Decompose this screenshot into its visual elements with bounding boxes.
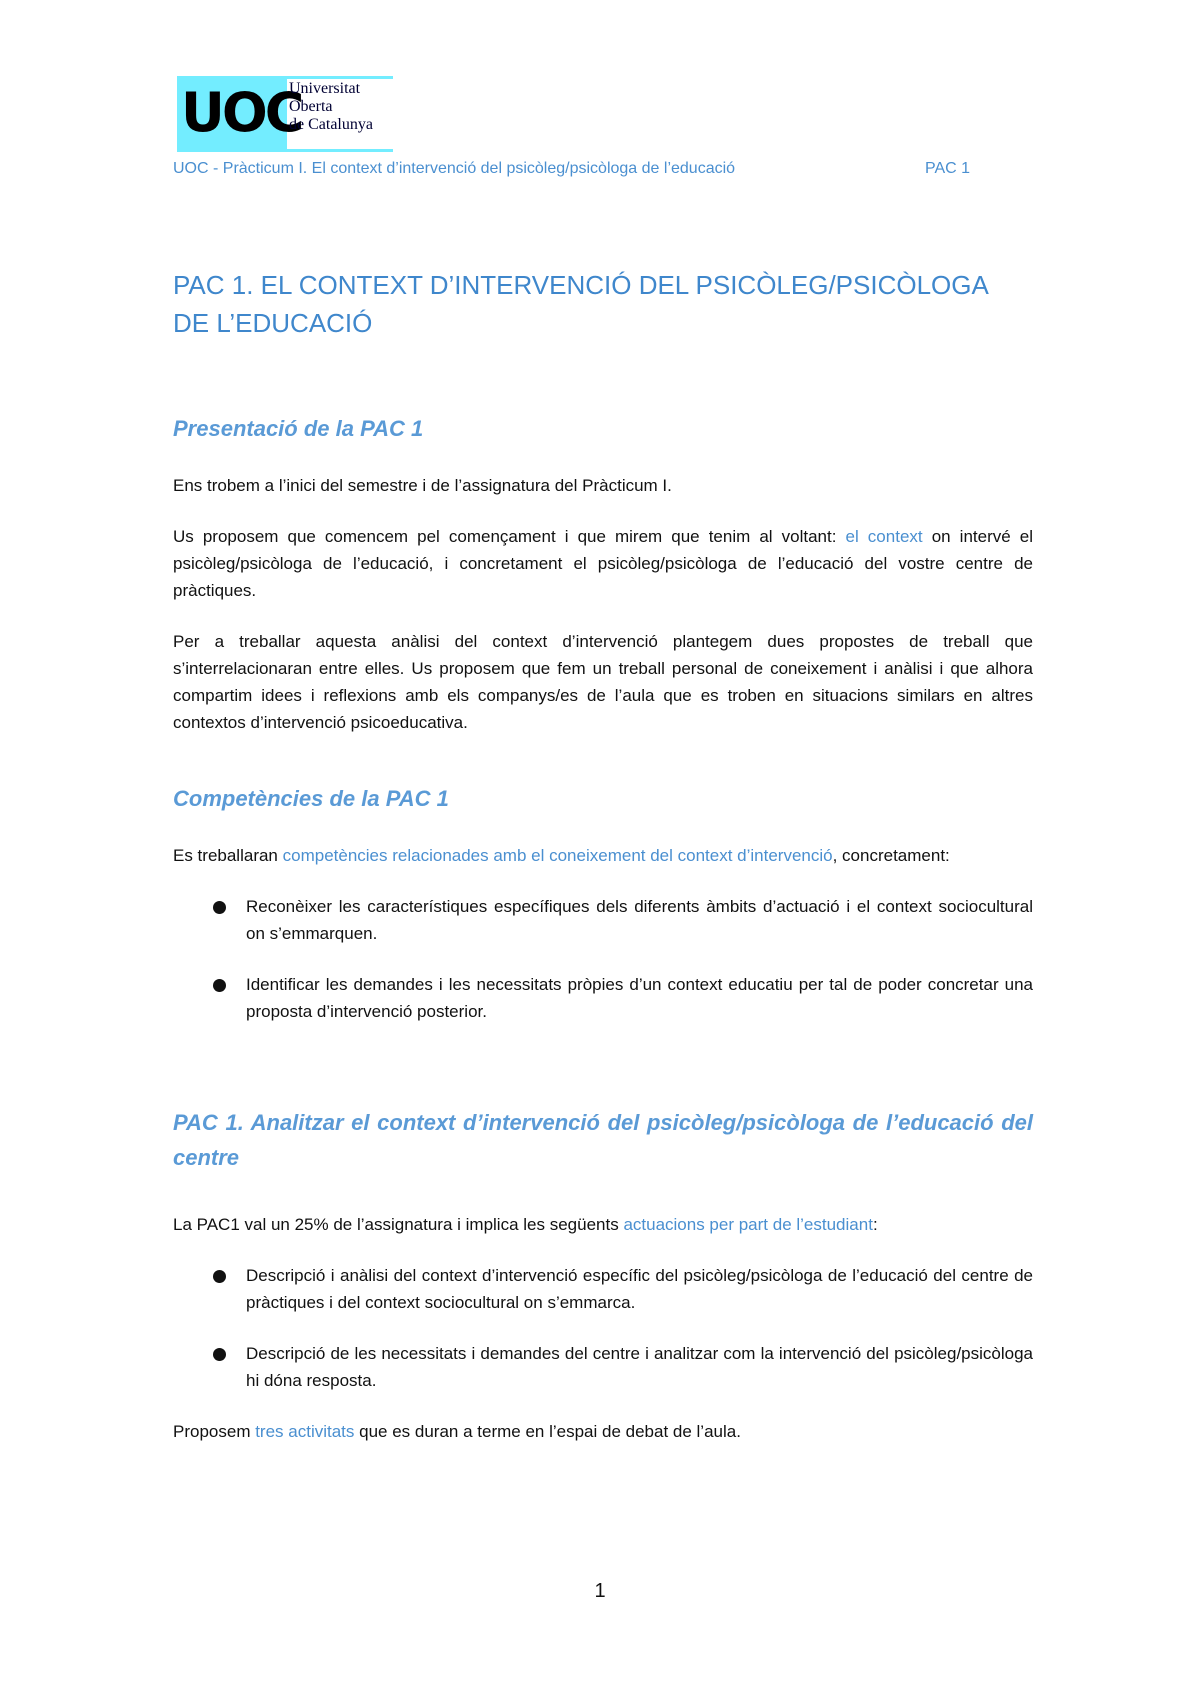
analitzar-intro-a: La PAC1 val un 25% de l’assignatura i implica les següents (173, 1215, 624, 1234)
list-item (173, 893, 1033, 947)
analitzar-bullet-2: Descripció de les necessitats i demandes del centre i analitzar com la intervenció del psicòleg/psicòloga hi dóna resposta. (246, 1344, 1033, 1390)
heading-presentacio: Presentació de la PAC 1 (173, 416, 424, 441)
logo-line-3: de Catalunya (289, 116, 373, 133)
competencies-list (173, 893, 1033, 1025)
header-course-title: UOC - Pràcticum I. El context d’intervenció del psicòleg/psicòloga de l’educació (173, 160, 736, 177)
analitzar-closing-highlight: tres activitats (255, 1422, 355, 1441)
document-title (173, 266, 1033, 342)
bullet-icon (213, 1348, 226, 1361)
bullet-icon (213, 1270, 226, 1283)
analitzar-intro-b: : (872, 1215, 878, 1234)
title-line-2: DE L’EDUCACIÓ (173, 308, 373, 338)
presentacio-paragraph-1: Ens trobem a l’inici del semestre i de l’assignatura del Pràcticum I. (173, 476, 672, 495)
header-pac-label: PAC 1 (925, 160, 971, 177)
heading-analitzar: PAC 1. Analitzar el context d’intervenció del psicòleg/psicòloga de l’educació del centre (173, 1110, 1033, 1170)
competencies-intro-b: , concretament: (832, 846, 950, 865)
list-item (173, 1262, 1033, 1316)
competencies-intro (173, 842, 1033, 869)
uoc-logo (177, 76, 393, 152)
list-item (173, 1340, 1033, 1394)
competencies-intro-a: Es treballaran (173, 846, 283, 865)
analitzar-intro (173, 1211, 1033, 1238)
presentacio-p2-text-a: Us proposem que comencem pel començament i que mirem que tenim al voltant: (173, 527, 846, 546)
presentacio-paragraph-3: Per a treballar aquesta anàlisi del context d’intervenció plantegem dues propostes de treball que s’interrelacionaran entre elles. Us proposem que fem un treball personal de coneixement i anàlisi i que alhora compartim idees i reflexions amb els companys/es de l’aula que es troben en situacions similars en altres contextos d’intervenció psicoeducativa. (173, 632, 1033, 732)
logo-mark-text: UOC (181, 81, 302, 144)
competencies-bullet-2: Identificar les demandes i les necessitats pròpies d’un context educatiu per tal de poder concretar una proposta d’intervenció posterior. (246, 975, 1033, 1021)
bullet-icon (213, 901, 226, 914)
title-line-1: PAC 1. EL CONTEXT D’INTERVENCIÓ DEL PSICÒLEG/PSICÒLOGA (173, 270, 989, 300)
heading-competencies: Competències de la PAC 1 (173, 786, 449, 811)
presentacio-p2-highlight: el context (845, 527, 923, 546)
analitzar-bullet-1: Descripció i anàlisi del context d’intervenció específic del psicòleg/psicòloga de l’educació del centre de pràctiques i del context sociocultural on s’emmarca. (246, 1266, 1033, 1312)
logo-line-bottom (287, 149, 393, 152)
analitzar-list (173, 1262, 1033, 1394)
page-number: 1 (594, 1580, 606, 1602)
competencies-bullet-1: Reconèixer les característiques específiques dels diferents àmbits d’actuació i el context sociocultural on s’emmarquen. (246, 897, 1033, 943)
logo-line-2: Oberta (289, 98, 333, 115)
logo-mark (177, 76, 302, 152)
analitzar-closing (173, 1418, 1033, 1445)
analitzar-closing-b: que es duran a terme en l’espai de debat de l’aula. (354, 1422, 741, 1441)
presentacio-paragraph-2 (173, 523, 1033, 604)
competencies-intro-highlight: competències relacionades amb el coneixement del context d’intervenció (282, 846, 833, 865)
document-body (173, 266, 1033, 1445)
bullet-icon (213, 979, 226, 992)
list-item (173, 971, 1033, 1025)
logo-line-1: Universitat (289, 80, 361, 97)
analitzar-intro-highlight: actuacions per part de l’estudiant (623, 1215, 873, 1234)
presentacio-p2-text-b: on intervé el psicòleg/psicòloga de l’educació, i concretament el psicòleg/psicòloga de l’educació del vostre centre de pràctiques. (173, 527, 1033, 600)
analitzar-closing-a: Proposem (173, 1422, 256, 1441)
logo-wordmark (289, 80, 373, 134)
logo-line-top (287, 76, 393, 79)
